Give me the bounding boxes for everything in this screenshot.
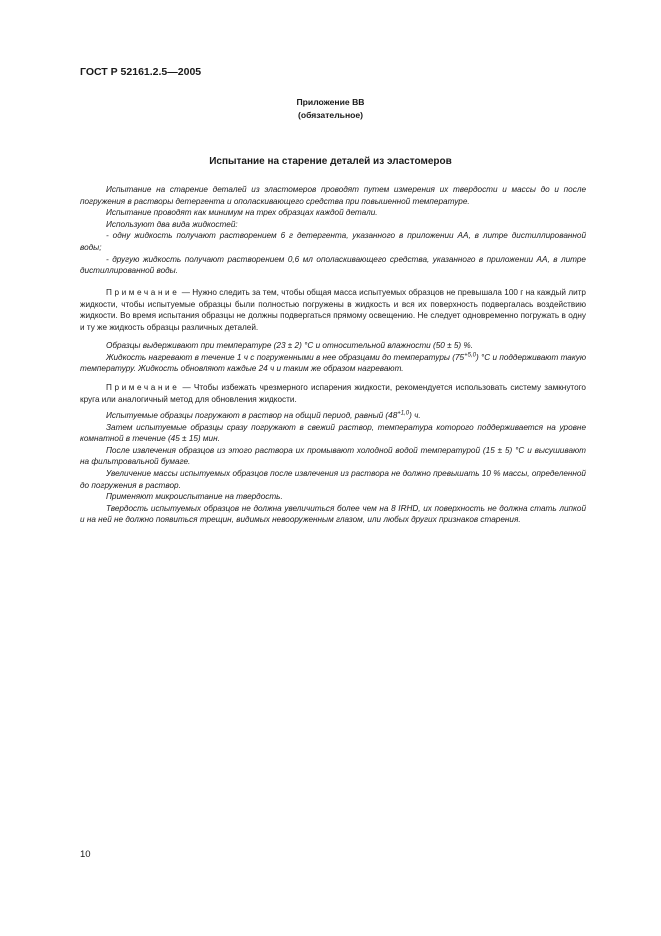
note-1 xyxy=(80,287,586,333)
paragraph: Образцы выдерживают при температуре (23 ± 2) °С и относительной влажности (50 ± 5) %. xyxy=(106,341,473,350)
conditions-block xyxy=(80,340,586,375)
intro-block xyxy=(80,184,586,277)
paragraph: Испытание проводят как минимум на трех образцах каждой детали. xyxy=(106,208,378,218)
paragraph: Испытуемые образцы погружают в раствор на общий период, равный $(48^{+1,0})$ ч. xyxy=(106,410,421,420)
note-text: — Нужно следить за тем, чтобы общая масса испытуемых образцов не превышала 100 г на каждый литр жидкости, чтобы испытуемые образцы были полностью погружены в жидкость и вся их поверхность подвергалась воздействию жидкости. Во время испытания образцы не должны подвергаться прямому освещению. Не следует одновременно погружать в одну и ту же жидкость образцы различных деталей. xyxy=(80,288,586,332)
note-2 xyxy=(80,382,586,405)
page-number: 10 xyxy=(80,849,91,860)
paragraph: После извлечения образцов из этого раствора их промывают холодной водой температурой (15 ± 5) °С и высушивают на фильтровальной бумаге. xyxy=(80,445,586,467)
paragraph: Затем испытуемые образцы сразу погружают в свежий раствор, температура которого поддерживается на уровне комнатной в течение (45 ± 15) мин. xyxy=(80,422,586,444)
tolerance-superscript: +5,0 xyxy=(464,351,476,358)
list-item: - одну жидкость получают растворением 6 г детергента, указанного в приложении АА, в литре дистиллированной воды; xyxy=(80,231,586,252)
note-text: — Чтобы избежать чрезмерного испарения жидкости, рекомендуется использовать систему замкнутого круга или аналогичный метод для обновления жидкости. xyxy=(80,383,586,404)
paragraph: Используют два вида жидкостей: xyxy=(106,219,238,229)
annex-title: Приложение ВВ xyxy=(296,97,365,107)
procedure-block xyxy=(80,410,586,526)
annex-status: (обязательное) xyxy=(297,110,364,120)
paragraph: Увеличение массы испытуемых образцов после извлечения из раствора не должно превышать 10 % массы, определенной до погружения в раствор. xyxy=(80,468,586,490)
tolerance-superscript: +1,0 xyxy=(397,410,410,417)
section-title: Испытание на старение деталей из эластомеров xyxy=(209,156,452,167)
list-item: - другую жидкость получают растворением 0,6 мл ополаскивающего средства, указанного в приложении АА, в литре дистиллированной воды. xyxy=(80,254,586,276)
paragraph: Испытание на старение деталей из эластомеров проводят путем измерения их твердости и массы до и после погружения в растворы детергента и ополаскивающего средства при повышенной температуре. xyxy=(80,185,586,206)
document-header: ГОСТ Р 52161.2.5—2005 xyxy=(80,66,202,78)
paragraph: Жидкость нагревают в течение 1 ч с погруженными в нее образцами до температуры $(75^{+5,0})$ °С и поддерживают такую температуру. Жидкость обновляют каждые 24 ч и таким же образом нагревают. xyxy=(80,351,586,374)
paragraph: Применяют микроиспытание на твердость. xyxy=(106,492,283,502)
note-label: Примечание xyxy=(106,383,180,392)
note-label: Примечание xyxy=(106,288,180,297)
paragraph: Твердость испытуемых образцов не должна увеличиться более чем на 8 IRHD, их поверхность не должна стать липкой и на ней не должно появиться трещин, видимых невооруженным глазом, или любых других признаков старения. xyxy=(80,503,586,525)
